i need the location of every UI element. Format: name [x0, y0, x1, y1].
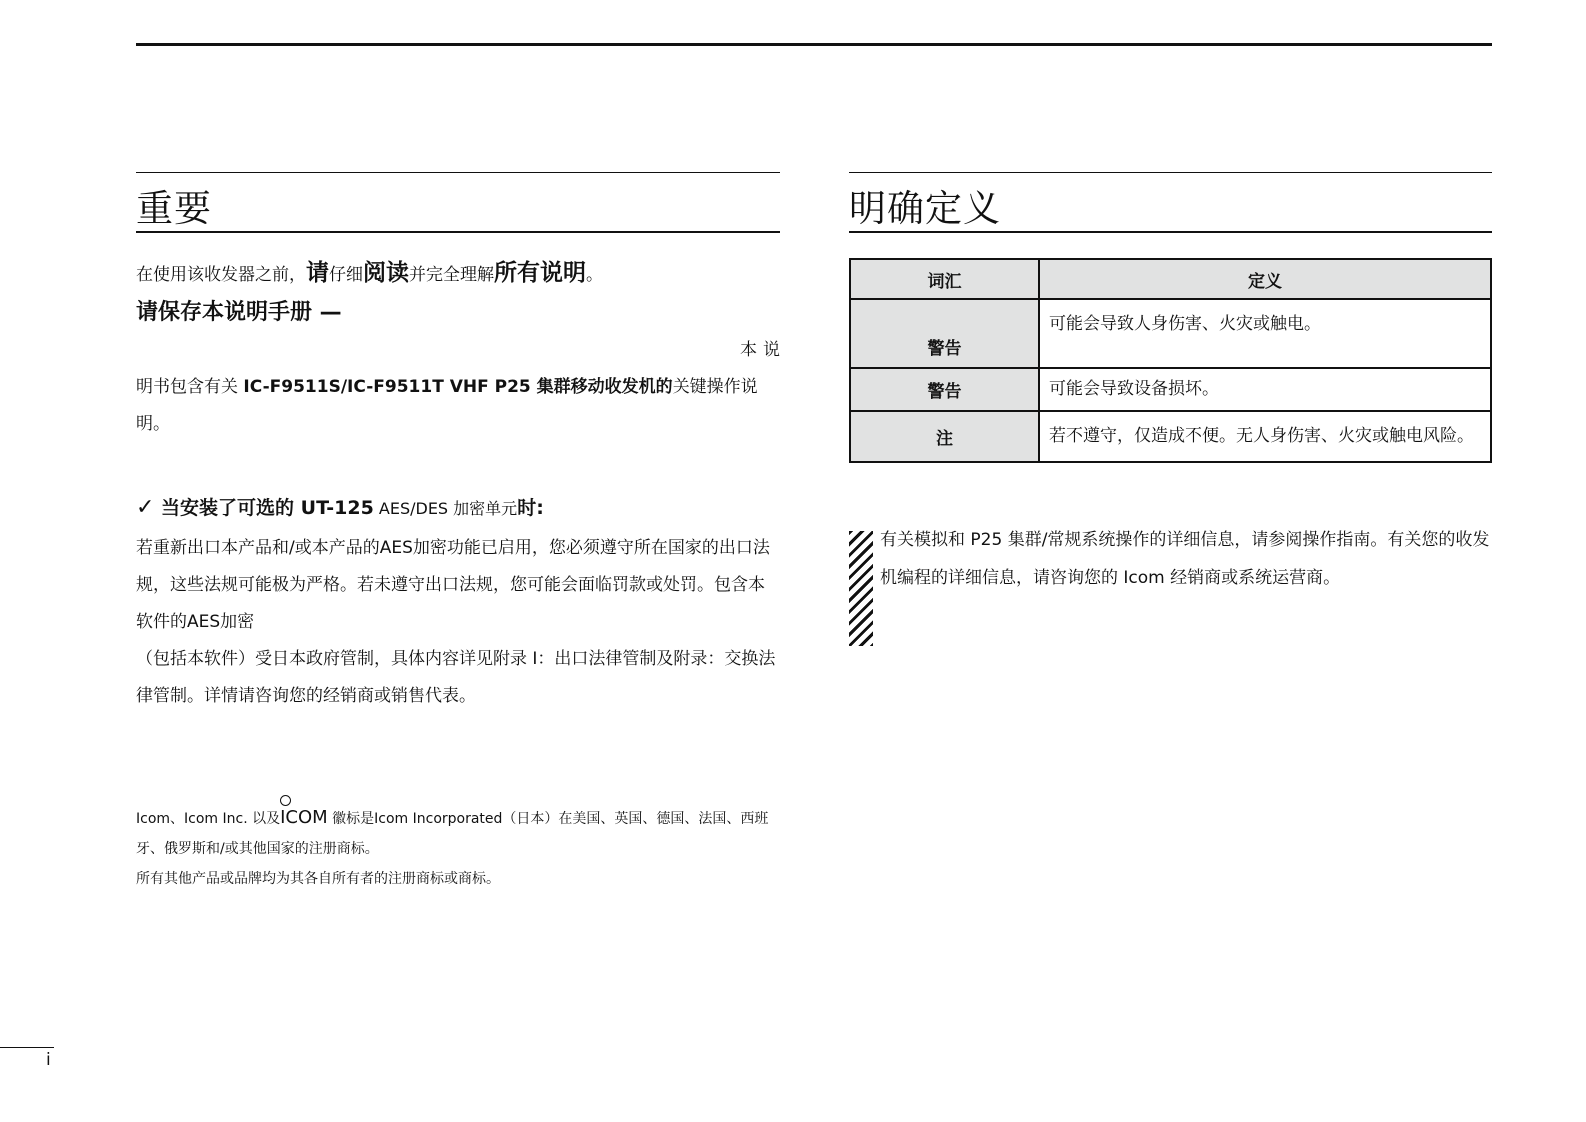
table-row: [850, 368, 1491, 411]
definition-cell: 若不遵守，仅造成不便。无人身伤害、火灾或触电风险。: [1039, 411, 1491, 462]
product-name: IC-F9511S/IC-F9511T VHF P25 集群移动收发机的: [243, 377, 673, 397]
definitions-title: 明确定义: [849, 187, 1001, 230]
definitions-header: [849, 172, 1492, 233]
page-number: i: [46, 1050, 51, 1070]
save-manual-text: 明书包含有关: [136, 377, 244, 397]
aes-heading-text: AES/DES 加密单元: [373, 499, 518, 518]
reference-note: [849, 521, 1492, 597]
important-header: [136, 172, 780, 233]
hatch-note-icon: [849, 531, 873, 646]
check-icon: ✓: [136, 495, 155, 520]
intro-emphasis: 所有说明: [494, 260, 586, 286]
icom-logo: ICOM: [280, 803, 328, 833]
trademark-text: 徽标是Icom Incorporated（日本）在美国、英国、德国、法国、西班牙、俄罗斯和/或其他国家的注册商标。: [136, 811, 769, 857]
term-cell: 警告: [850, 368, 1039, 411]
aes-body-text: （包括本软件）受日本政府管制，具体内容详见附录 I：出口法律管制及附录：交换法律管制。详情请咨询您的经销商或销售代表。: [136, 649, 776, 706]
table-row: [850, 299, 1491, 368]
page-number-rule: [0, 1047, 54, 1048]
right-column: [849, 172, 1492, 597]
save-manual-text: 关键操作说明。: [136, 377, 758, 434]
term-cell: 警告: [850, 299, 1039, 368]
trademark-line: [136, 803, 780, 864]
definition-cell: 可能会导致人身伤害、火灾或触电。: [1039, 299, 1491, 368]
intro-emphasis: 请: [306, 260, 329, 286]
trademark-line: 所有其他产品或品牌均为其各自所有者的注册商标或商标。: [136, 871, 500, 887]
aes-body: [136, 530, 780, 715]
aes-body-text: 若重新出口本产品和/或本产品的AES加密功能已启用，您必须遵守所在国家的出口法规，这些法规可能极为严格。若未遵守出口法规，您可能会面临罚款或处罚。包含本软件的AES加密: [136, 538, 770, 632]
intro-paragraph: [136, 258, 780, 290]
save-manual-body: [136, 332, 786, 443]
save-manual-heading: 请保存本说明手册 —: [136, 300, 342, 325]
trademark-text: Icom、Icom Inc. 以及: [136, 811, 281, 827]
save-manual-line: 本说: [740, 340, 786, 360]
aes-heading-text: 当安装了可选的 UT-125: [154, 497, 374, 519]
table-header-row: [850, 259, 1491, 299]
intro-emphasis: 阅读: [363, 260, 409, 286]
intro-text: 并完全理解: [409, 265, 494, 285]
table-header-definition: 定义: [1039, 259, 1491, 299]
reference-note-text: 有关模拟和 P25 集群/常规系统操作的详细信息，请参阅操作指南。有关您的收发机编程的详细信息，请咨询您的 Icom 经销商或系统运营商。: [880, 530, 1490, 588]
definitions-table: [849, 258, 1492, 463]
intro-text: 。: [586, 265, 603, 285]
aes-heading-text: 时:: [517, 497, 544, 519]
table-header-term: 词汇: [850, 259, 1039, 299]
table-row: [850, 411, 1491, 462]
intro-text: 仔细: [329, 265, 363, 285]
top-rule: [136, 43, 1492, 46]
trademark-notice: [136, 803, 780, 894]
term-cell: 注: [850, 411, 1039, 462]
definition-cell: 可能会导致设备损坏。: [1039, 368, 1491, 411]
aes-heading: [136, 493, 780, 524]
important-title: 重要: [136, 187, 212, 230]
intro-text: 在使用该收发器之前，: [136, 265, 306, 285]
left-column: [136, 172, 786, 894]
